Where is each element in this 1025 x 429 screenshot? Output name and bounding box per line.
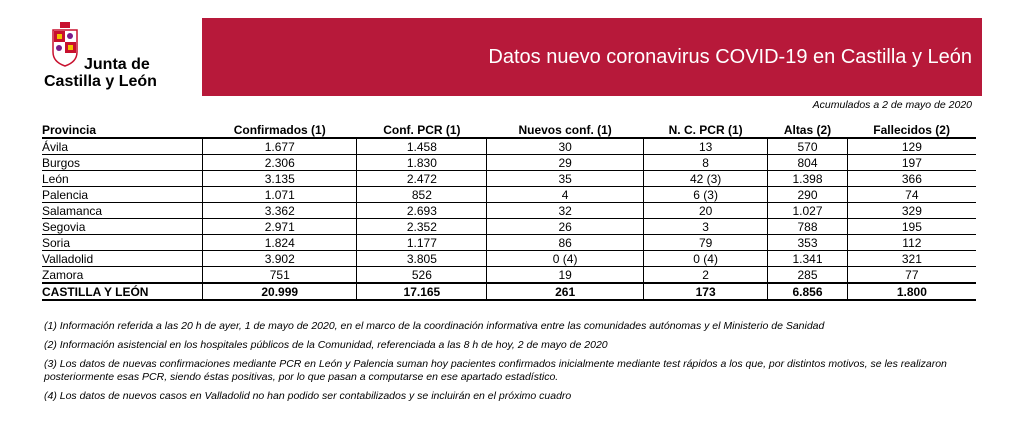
value-cell: 526 (357, 267, 487, 284)
value-cell: 2.693 (357, 203, 487, 219)
table-row (42, 235, 976, 251)
header-conf-pcr: Conf. PCR (1) (357, 122, 487, 138)
title-banner (202, 18, 982, 96)
header-fallecidos: Fallecidos (2) (847, 122, 976, 138)
header-altas: Altas (2) (768, 122, 847, 138)
value-cell: 2.472 (357, 171, 487, 187)
province-cell: Ávila (42, 138, 203, 155)
province-cell: Salamanca (42, 203, 203, 219)
header-nuevos-conf: Nuevos conf. (1) (487, 122, 644, 138)
value-cell: 1.027 (768, 203, 847, 219)
value-cell: 1.830 (357, 155, 487, 171)
table-row (42, 203, 976, 219)
value-cell: 353 (768, 235, 847, 251)
value-cell: 366 (847, 171, 976, 187)
value-cell: 751 (203, 267, 357, 284)
province-cell: Palencia (42, 187, 203, 203)
province-cell: Soria (42, 235, 203, 251)
value-cell: 195 (847, 219, 976, 235)
value-cell: 1.800 (847, 283, 976, 300)
value-cell: 1.071 (203, 187, 357, 203)
value-cell: 35 (487, 171, 644, 187)
value-cell: 1.341 (768, 251, 847, 267)
value-cell: 3 (644, 219, 768, 235)
value-cell: 3.362 (203, 203, 357, 219)
table-row (42, 251, 976, 267)
value-cell: 173 (644, 283, 768, 300)
province-cell: Zamora (42, 267, 203, 284)
value-cell: 2.971 (203, 219, 357, 235)
value-cell: 4 (487, 187, 644, 203)
province-cell: Burgos (42, 155, 203, 171)
province-cell: León (42, 171, 203, 187)
province-cell: Valladolid (42, 251, 203, 267)
value-cell: 42 (3) (644, 171, 768, 187)
table-header-row (42, 122, 976, 138)
total-row (42, 283, 976, 300)
value-cell: 6 (3) (644, 187, 768, 203)
value-cell: 2 (644, 267, 768, 284)
value-cell: 261 (487, 283, 644, 300)
value-cell: 290 (768, 187, 847, 203)
accumulated-date: Acumulados a 2 de mayo de 2020 (812, 99, 972, 111)
logo-line-2: Castilla y León (44, 73, 157, 90)
value-cell: 285 (768, 267, 847, 284)
value-cell: 1.824 (203, 235, 357, 251)
footnote-4: (4) Los datos de nuevos casos en Valladolid no han podido ser contabilizados y se incluirán en el próximo cuadro (44, 390, 572, 402)
footnotes (44, 320, 984, 409)
value-cell: 32 (487, 203, 644, 219)
logo-line-1: Junta de (84, 56, 150, 73)
value-cell: 17.165 (357, 283, 487, 300)
value-cell: 197 (847, 155, 976, 171)
province-cell: Segovia (42, 219, 203, 235)
value-cell: 86 (487, 235, 644, 251)
value-cell: 788 (768, 219, 847, 235)
header-nc-pcr: N. C. PCR (1) (644, 122, 768, 138)
value-cell: 3.135 (203, 171, 357, 187)
value-cell: 852 (357, 187, 487, 203)
table-row (42, 267, 976, 284)
value-cell: 20 (644, 203, 768, 219)
header-confirmados: Confirmados (1) (203, 122, 357, 138)
value-cell: 0 (4) (644, 251, 768, 267)
value-cell: 30 (487, 138, 644, 155)
value-cell: 26 (487, 219, 644, 235)
value-cell: 1.177 (357, 235, 487, 251)
page-title: Datos nuevo coronavirus COVID-19 en Castilla y León (488, 46, 972, 68)
value-cell: 1.677 (203, 138, 357, 155)
value-cell: 13 (644, 138, 768, 155)
value-cell: 3.902 (203, 251, 357, 267)
value-cell: 329 (847, 203, 976, 219)
footnote-2: (2) Información asistencial en los hospitales públicos de la Comunidad, referenciada a las 8 h de hoy, 2 de mayo de 2020 (44, 339, 608, 351)
value-cell: 0 (4) (487, 251, 644, 267)
table-row (42, 171, 976, 187)
value-cell: 6.856 (768, 283, 847, 300)
footnote-1: (1) Información referida a las 20 h de ayer, 1 de mayo de 2020, en el marco de la coordinación informativa entre las comunidades autónomas y el Ministerio de Sanidad (44, 320, 825, 332)
value-cell: 20.999 (203, 283, 357, 300)
value-cell: 2.352 (357, 219, 487, 235)
table-row (42, 138, 976, 155)
junta-logo (44, 22, 194, 94)
value-cell: 2.306 (203, 155, 357, 171)
value-cell: 74 (847, 187, 976, 203)
value-cell: 1.458 (357, 138, 487, 155)
value-cell: 804 (768, 155, 847, 171)
value-cell: 3.805 (357, 251, 487, 267)
table-row (42, 187, 976, 203)
footnote-3: (3) Los datos de nuevas confirmaciones mediante PCR en León y Palencia suman hoy pacientes confirmados inicialmente mediante test rápidos a los que, por distintos motivos, se les realizaron posteriormente esas PCR, siendo éstas positivas, por lo que pasan a computarse en ese apartado estadístico. (44, 358, 947, 383)
value-cell: 129 (847, 138, 976, 155)
value-cell: 77 (847, 267, 976, 284)
value-cell: 570 (768, 138, 847, 155)
covid-data-table (42, 122, 976, 301)
province-cell: CASTILLA Y LEÓN (42, 283, 203, 300)
value-cell: 1.398 (768, 171, 847, 187)
value-cell: 112 (847, 235, 976, 251)
value-cell: 79 (644, 235, 768, 251)
value-cell: 29 (487, 155, 644, 171)
table-row (42, 155, 976, 171)
value-cell: 8 (644, 155, 768, 171)
header-provincia: Provincia (42, 122, 203, 138)
table-row (42, 219, 976, 235)
value-cell: 19 (487, 267, 644, 284)
value-cell: 321 (847, 251, 976, 267)
